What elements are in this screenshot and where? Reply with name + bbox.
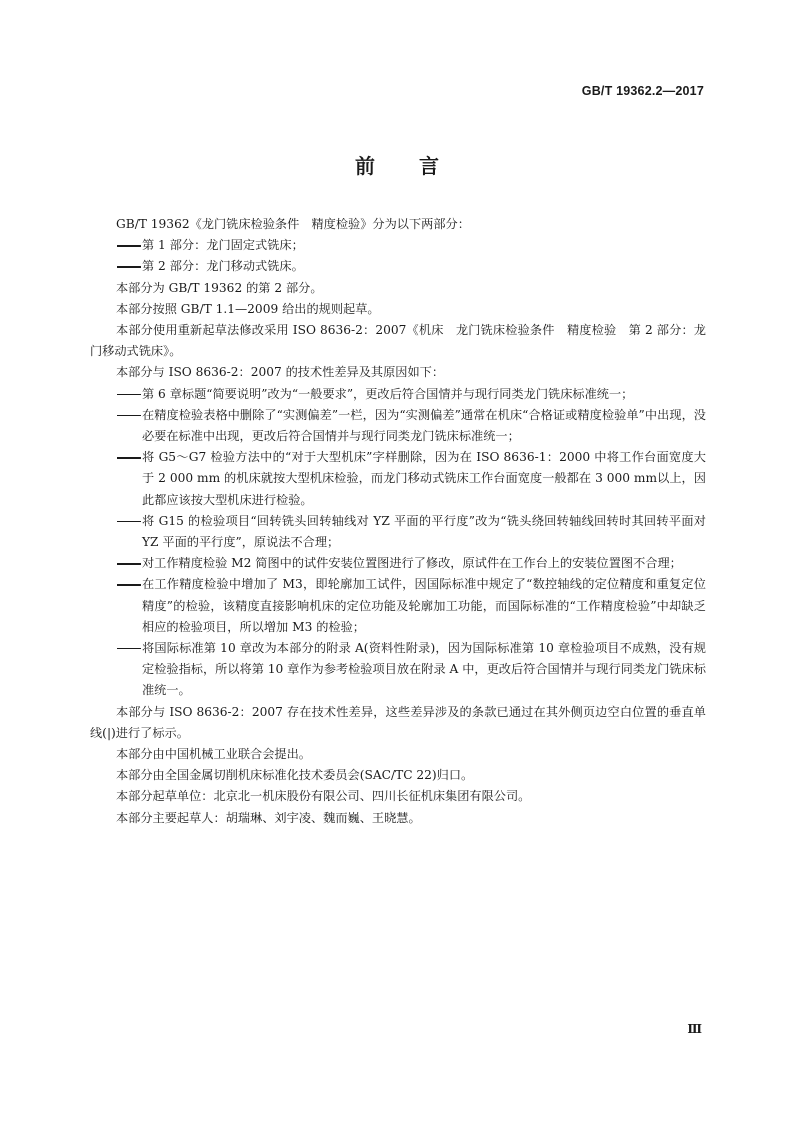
list-item-text: 第 2 部分：龙门移动式铣床。 bbox=[142, 259, 304, 274]
difference-text: 在工作精度检验中增加了 M3，即轮廓加工试件，因国际标准中规定了“数控轴线的定位精度和重复定位精度”的检验，该精度直接影响机床的定位功能及轮廓加工功能，而国际标准的“工作精度检验”中却缺乏相应的检验项目，所以增加 M3 的检验； bbox=[142, 577, 706, 634]
dash-bullet bbox=[116, 574, 142, 595]
dash-bullet bbox=[116, 256, 142, 277]
difference-item-6 bbox=[90, 574, 706, 638]
dash-bullet bbox=[116, 235, 142, 256]
foreword-body bbox=[90, 214, 706, 829]
page-number: Ⅲ bbox=[687, 1022, 702, 1036]
standard-number-header: GB/T 19362.2—2017 bbox=[581, 84, 704, 98]
paragraph-differences-intro: 本部分与 ISO 8636-2：2007 的技术性差异及其原因如下： bbox=[116, 365, 445, 380]
paragraph-marking-note: 本部分与 ISO 8636-2：2007 存在技术性差异，这些差异涉及的条款已通过在其外侧页边空白位置的垂直单线(|)进行了标示。 bbox=[90, 704, 706, 740]
dash-bullet bbox=[116, 405, 142, 426]
difference-item-2 bbox=[90, 405, 706, 447]
list-item-part-1 bbox=[90, 235, 706, 256]
difference-item-1 bbox=[90, 384, 706, 405]
paragraph-centralized-by: 本部分由全国金属切削机床标准化技术委员会(SAC/TC 22)归口。 bbox=[116, 768, 474, 783]
difference-item-4 bbox=[90, 511, 706, 553]
dash-bullet bbox=[116, 511, 142, 532]
paragraph-drafters: 本部分主要起草人：胡瑞琳、刘宇凌、魏而巍、王晓慧。 bbox=[116, 810, 421, 825]
difference-text: 将 G15 的检验项目“回转铣头回转轴线对 YZ 平面的平行度”改为“铣头绕回转轴线回转时其回转平面对 YZ 平面的平行度”，原说法不合理； bbox=[142, 513, 706, 550]
paragraph-proposed-by: 本部分由中国机械工业联合会提出。 bbox=[116, 747, 311, 762]
difference-text: 将 G5～G7 检验方法中的“对于大型机床”字样删除，因为在 ISO 8636-1：2000 中将工作台面宽度大于 2 000 mm 的机床就按大型机床检验，而龙门移动式铣床工作台面宽度一般都在 3 000 mm以上，因此都应该按大型机床进行检验。 bbox=[142, 450, 706, 507]
paragraph-this-part: 本部分为 GB/T 19362 的第 2 部分。 bbox=[116, 280, 323, 295]
page-title: 前言 bbox=[355, 154, 483, 178]
dash-bullet bbox=[116, 638, 142, 659]
difference-item-3 bbox=[90, 447, 706, 511]
list-item-part-2 bbox=[90, 256, 706, 277]
list-item-text: 第 1 部分：龙门固定式铣床； bbox=[142, 238, 304, 253]
difference-text: 对工作精度检验 M2 简图中的试件安装位置图进行了修改，原试件在工作台上的安装位置图不合理； bbox=[142, 556, 682, 571]
dash-bullet bbox=[116, 384, 142, 405]
paragraph-drafting-units: 本部分起草单位：北京北一机床股份有限公司、四川长征机床集团有限公司。 bbox=[116, 789, 531, 804]
difference-text: 第 6 章标题“简要说明”改为“一般要求”，更改后符合国情并与现行同类龙门铣床标准统一； bbox=[142, 386, 634, 401]
paragraph-drafting-rules: 本部分按照 GB/T 1.1—2009 给出的规则起草。 bbox=[116, 301, 380, 316]
paragraph-iso-adoption: 本部分使用重新起草法修改采用 ISO 8636-2：2007《机床 龙门铣床检验条件 精度检验 第 2 部分：龙门移动式铣床》。 bbox=[90, 323, 706, 359]
dash-bullet bbox=[116, 447, 142, 468]
difference-item-7 bbox=[90, 638, 706, 702]
difference-text: 将国际标准第 10 章改为本部分的附录 A(资料性附录)，因为国际标准第 10 章检验项目不成熟，没有规定检验指标，所以将第 10 章作为参考检验项目放在附录 A 中，更改后符合国情并与现行同类龙门铣床标准统一。 bbox=[142, 641, 706, 698]
dash-bullet bbox=[116, 553, 142, 574]
difference-item-5 bbox=[90, 553, 706, 574]
paragraph-parts-intro: GB/T 19362《龙门铣床检验条件 精度检验》分为以下两部分： bbox=[116, 217, 470, 231]
difference-text: 在精度检验表格中删除了“实测偏差”一栏，因为“实测偏差”通常在机床“合格证或精度检验单”中出现，没必要在标准中出现，更改后符合国情并与现行同类龙门铣床标准统一； bbox=[142, 407, 706, 444]
